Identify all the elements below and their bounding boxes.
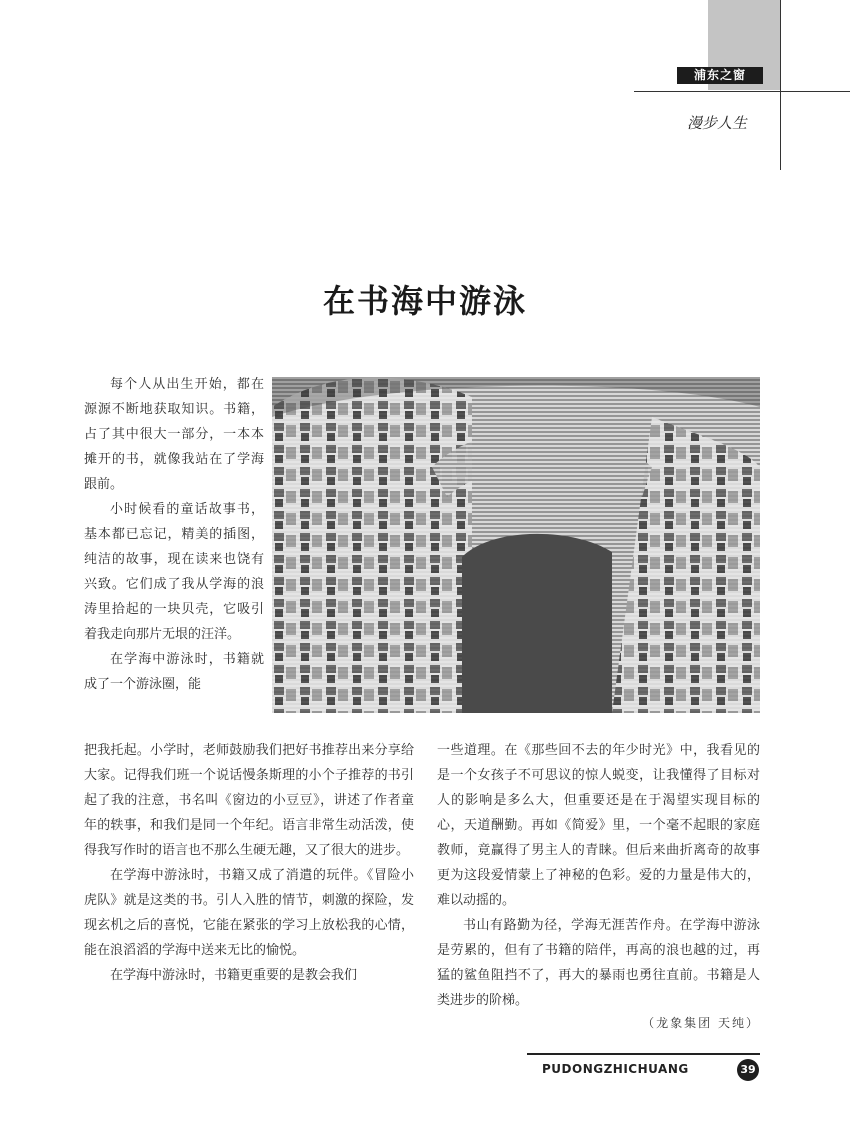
article-title: 在书海中游泳 — [322, 282, 527, 320]
book-tower-photo — [272, 377, 760, 713]
paragraph: 在学海中游泳时，书籍又成了消遣的玩伴。《冒险小虎队》就是这类的书。引人入胜的情节，刺激的探险，发现玄机之后的喜悦，它能在紧张的学习上放松我的心情，能在浪滔滔的学海中送来无比的愉悦。 — [84, 868, 414, 958]
magazine-name: PUDONGZHICHUANG — [542, 1062, 689, 1076]
paragraph: 在学海中游泳时，书籍就成了一个游泳圈，能 — [84, 652, 264, 692]
header-vertical-rule — [780, 0, 781, 170]
author-attribution: （龙象集团 天纯） — [642, 1016, 760, 1030]
paragraph: 一些道理。在《那些回不去的年少时光》中，我看见的是一个女孩子不可思议的惊人蜕变，让我懂得了目标对人的影响是多么大，但重要还是在于渴望实现目标的心，天道酬勤。再如《简爱》里，一个毫不起眼的家庭教师，竟赢得了男主人的青睐。但后来曲折离奇的故事更为这段爱情蒙上了神秘的色彩。爱的力量是伟大的，难以动摇的。 — [437, 743, 760, 908]
paragraph: 把我托起。小学时，老师鼓励我们把好书推荐出来分享给大家。记得我们班一个说话慢条斯理的小个子推荐的书引起了我的注意，书名叫《窗边的小豆豆》，讲述了作者童年的轶事，和我们是同一个年纪。语言非常生动活泼，使得我写作时的语言也不那么生硬无趣，又了很大的进步。 — [84, 743, 414, 858]
paragraph: 每个人从出生开始，都在源源不断地获取知识。书籍，占了其中很大一部分，一本本摊开的书，就像我站在了学海跟前。 — [84, 377, 264, 492]
paragraph: 书山有路勤为径，学海无涯苦作舟。在学海中游泳是劳累的，但有了书籍的陪伴，再高的浪也越的过，再猛的鲨鱼阻挡不了，再大的暴雨也勇往直前。书籍是人类进步的阶梯。 — [437, 918, 760, 1008]
header-horizontal-rule — [634, 91, 850, 92]
footer-rule — [527, 1053, 760, 1055]
text-column-left-top — [84, 372, 264, 697]
paragraph: 小时候看的童话故事书，基本都已忘记，精美的插图，纯洁的故事，现在读来也饶有兴致。它们成了我从学海的浪涛里拾起的一块贝壳，它吸引着我走向那片无垠的汪洋。 — [84, 502, 264, 642]
book-tower-illustration — [272, 377, 760, 713]
text-column-right — [437, 738, 760, 1013]
paragraph: 在学海中游泳时，书籍更重要的是教会我们 — [110, 968, 358, 983]
section-label: 漫步人生 — [686, 114, 747, 132]
page-number: 39 — [737, 1059, 759, 1081]
text-column-left-bottom — [84, 738, 414, 988]
column-tag: 浦东之窗 — [677, 67, 763, 84]
